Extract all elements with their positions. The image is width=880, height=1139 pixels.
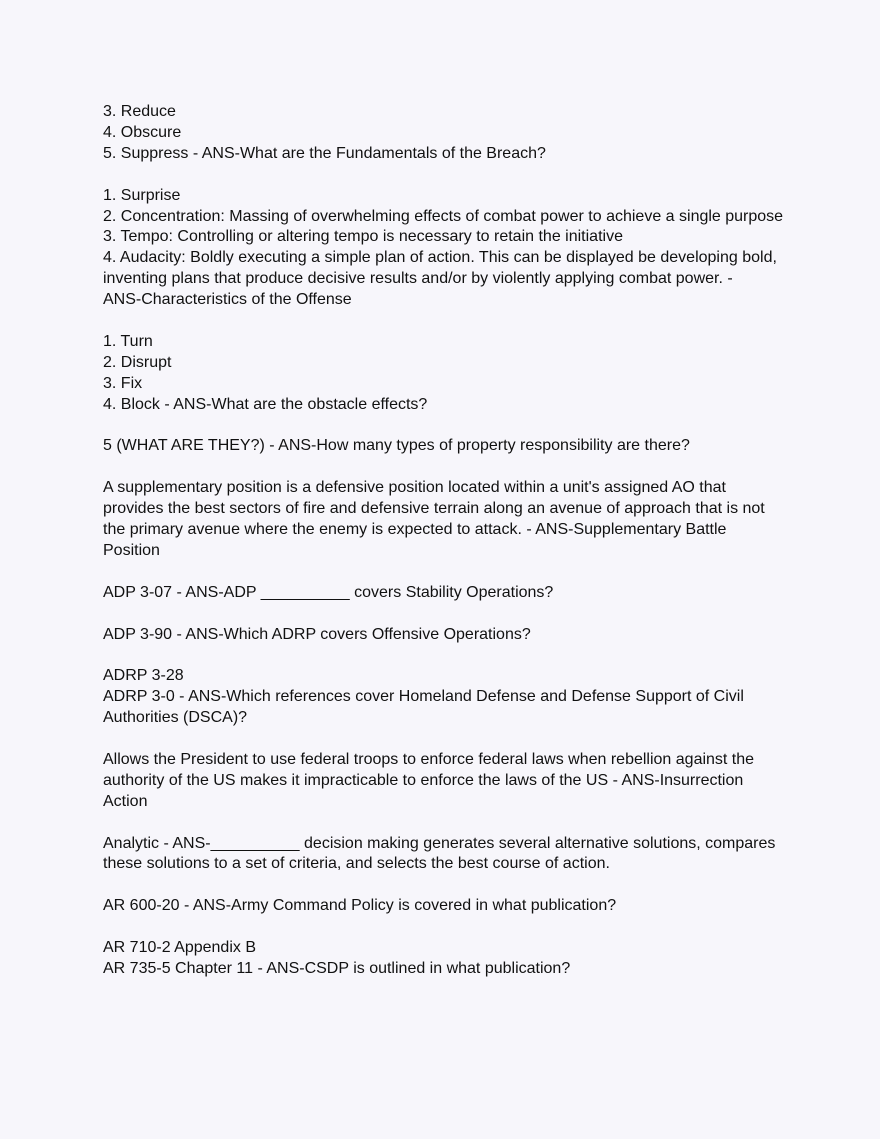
qa-block-breach-fundamentals: [103, 102, 783, 165]
text-line: 4. Obscure: [103, 123, 182, 141]
text-line: 1. Turn: [103, 332, 153, 350]
text-line: these solutions to a set of criteria, and selects the best course of action.: [103, 855, 610, 873]
qa-block-supplementary-position: [103, 478, 783, 562]
text-line: provides the best sectors of fire and defensive terrain along an avenue of approach that is not: [103, 500, 765, 518]
text-line: 3. Fix: [103, 374, 143, 392]
text-line: 1. Surprise: [103, 186, 181, 204]
qa-block-stability-operations: [103, 583, 783, 604]
qa-block-offense-characteristics: [103, 186, 783, 311]
text-line: Allows the President to use federal troops to enforce federal laws when rebellion against the: [103, 750, 755, 768]
text-line: Position: [103, 541, 160, 559]
text-line: Authorities (DSCA)?: [103, 709, 248, 727]
text-line: 5. Suppress - ANS-What are the Fundamentals of the Breach?: [103, 144, 546, 162]
text-line: ADP 3-07 - ANS-ADP __________ covers Stability Operations?: [103, 583, 554, 601]
text-line: 4. Audacity: Boldly executing a simple plan of action. This can be displayed be developing bold,: [103, 249, 777, 267]
qa-block-csdp: [103, 938, 783, 980]
text-line: inventing plans that produce decisive results and/or by violently applying combat power. -: [103, 270, 733, 288]
text-line: 2. Concentration: Massing of overwhelming effects of combat power to achieve a single purpose: [103, 207, 784, 225]
qa-block-property-responsibility: [103, 436, 783, 457]
text-line: 3. Tempo: Controlling or altering tempo is necessary to retain the initiative: [103, 228, 623, 246]
text-line: the primary avenue where the enemy is expected to attack. - ANS-Supplementary Battle: [103, 521, 727, 539]
text-line: ANS-Characteristics of the Offense: [103, 291, 352, 309]
text-line: Analytic - ANS-__________ decision making generates several alternative solutions, compares: [103, 834, 776, 852]
text-line: AR 735-5 Chapter 11 - ANS-CSDP is outlined in what publication?: [103, 959, 571, 977]
qa-block-insurrection-action: [103, 750, 783, 813]
qa-block-homeland-defense: [103, 666, 783, 729]
text-line: AR 600-20 - ANS-Army Command Policy is covered in what publication?: [103, 897, 617, 915]
qa-block-command-policy: [103, 896, 783, 917]
qa-block-offensive-operations: [103, 625, 783, 646]
text-line: 5 (WHAT ARE THEY?) - ANS-How many types of property responsibility are there?: [103, 437, 690, 455]
text-line: authority of the US makes it impracticable to enforce the laws of the US - ANS-Insurrection: [103, 771, 744, 789]
text-line: ADRP 3-0 - ANS-Which references cover Homeland Defense and Defense Support of Civil: [103, 688, 744, 706]
text-line: 2. Disrupt: [103, 353, 172, 371]
text-line: ADRP 3-28: [103, 667, 184, 685]
text-line: 3. Reduce: [103, 103, 176, 120]
qa-block-analytic-decision: [103, 834, 783, 876]
text-line: 4. Block - ANS-What are the obstacle effects?: [103, 395, 428, 413]
text-line: AR 710-2 Appendix B: [103, 939, 256, 957]
text-line: A supplementary position is a defensive position located within a unit's assigned AO that: [103, 479, 726, 497]
document-page: [103, 102, 783, 1001]
qa-block-obstacle-effects: [103, 332, 783, 416]
text-line: ADP 3-90 - ANS-Which ADRP covers Offensive Operations?: [103, 625, 531, 643]
text-line: Action: [103, 792, 148, 810]
